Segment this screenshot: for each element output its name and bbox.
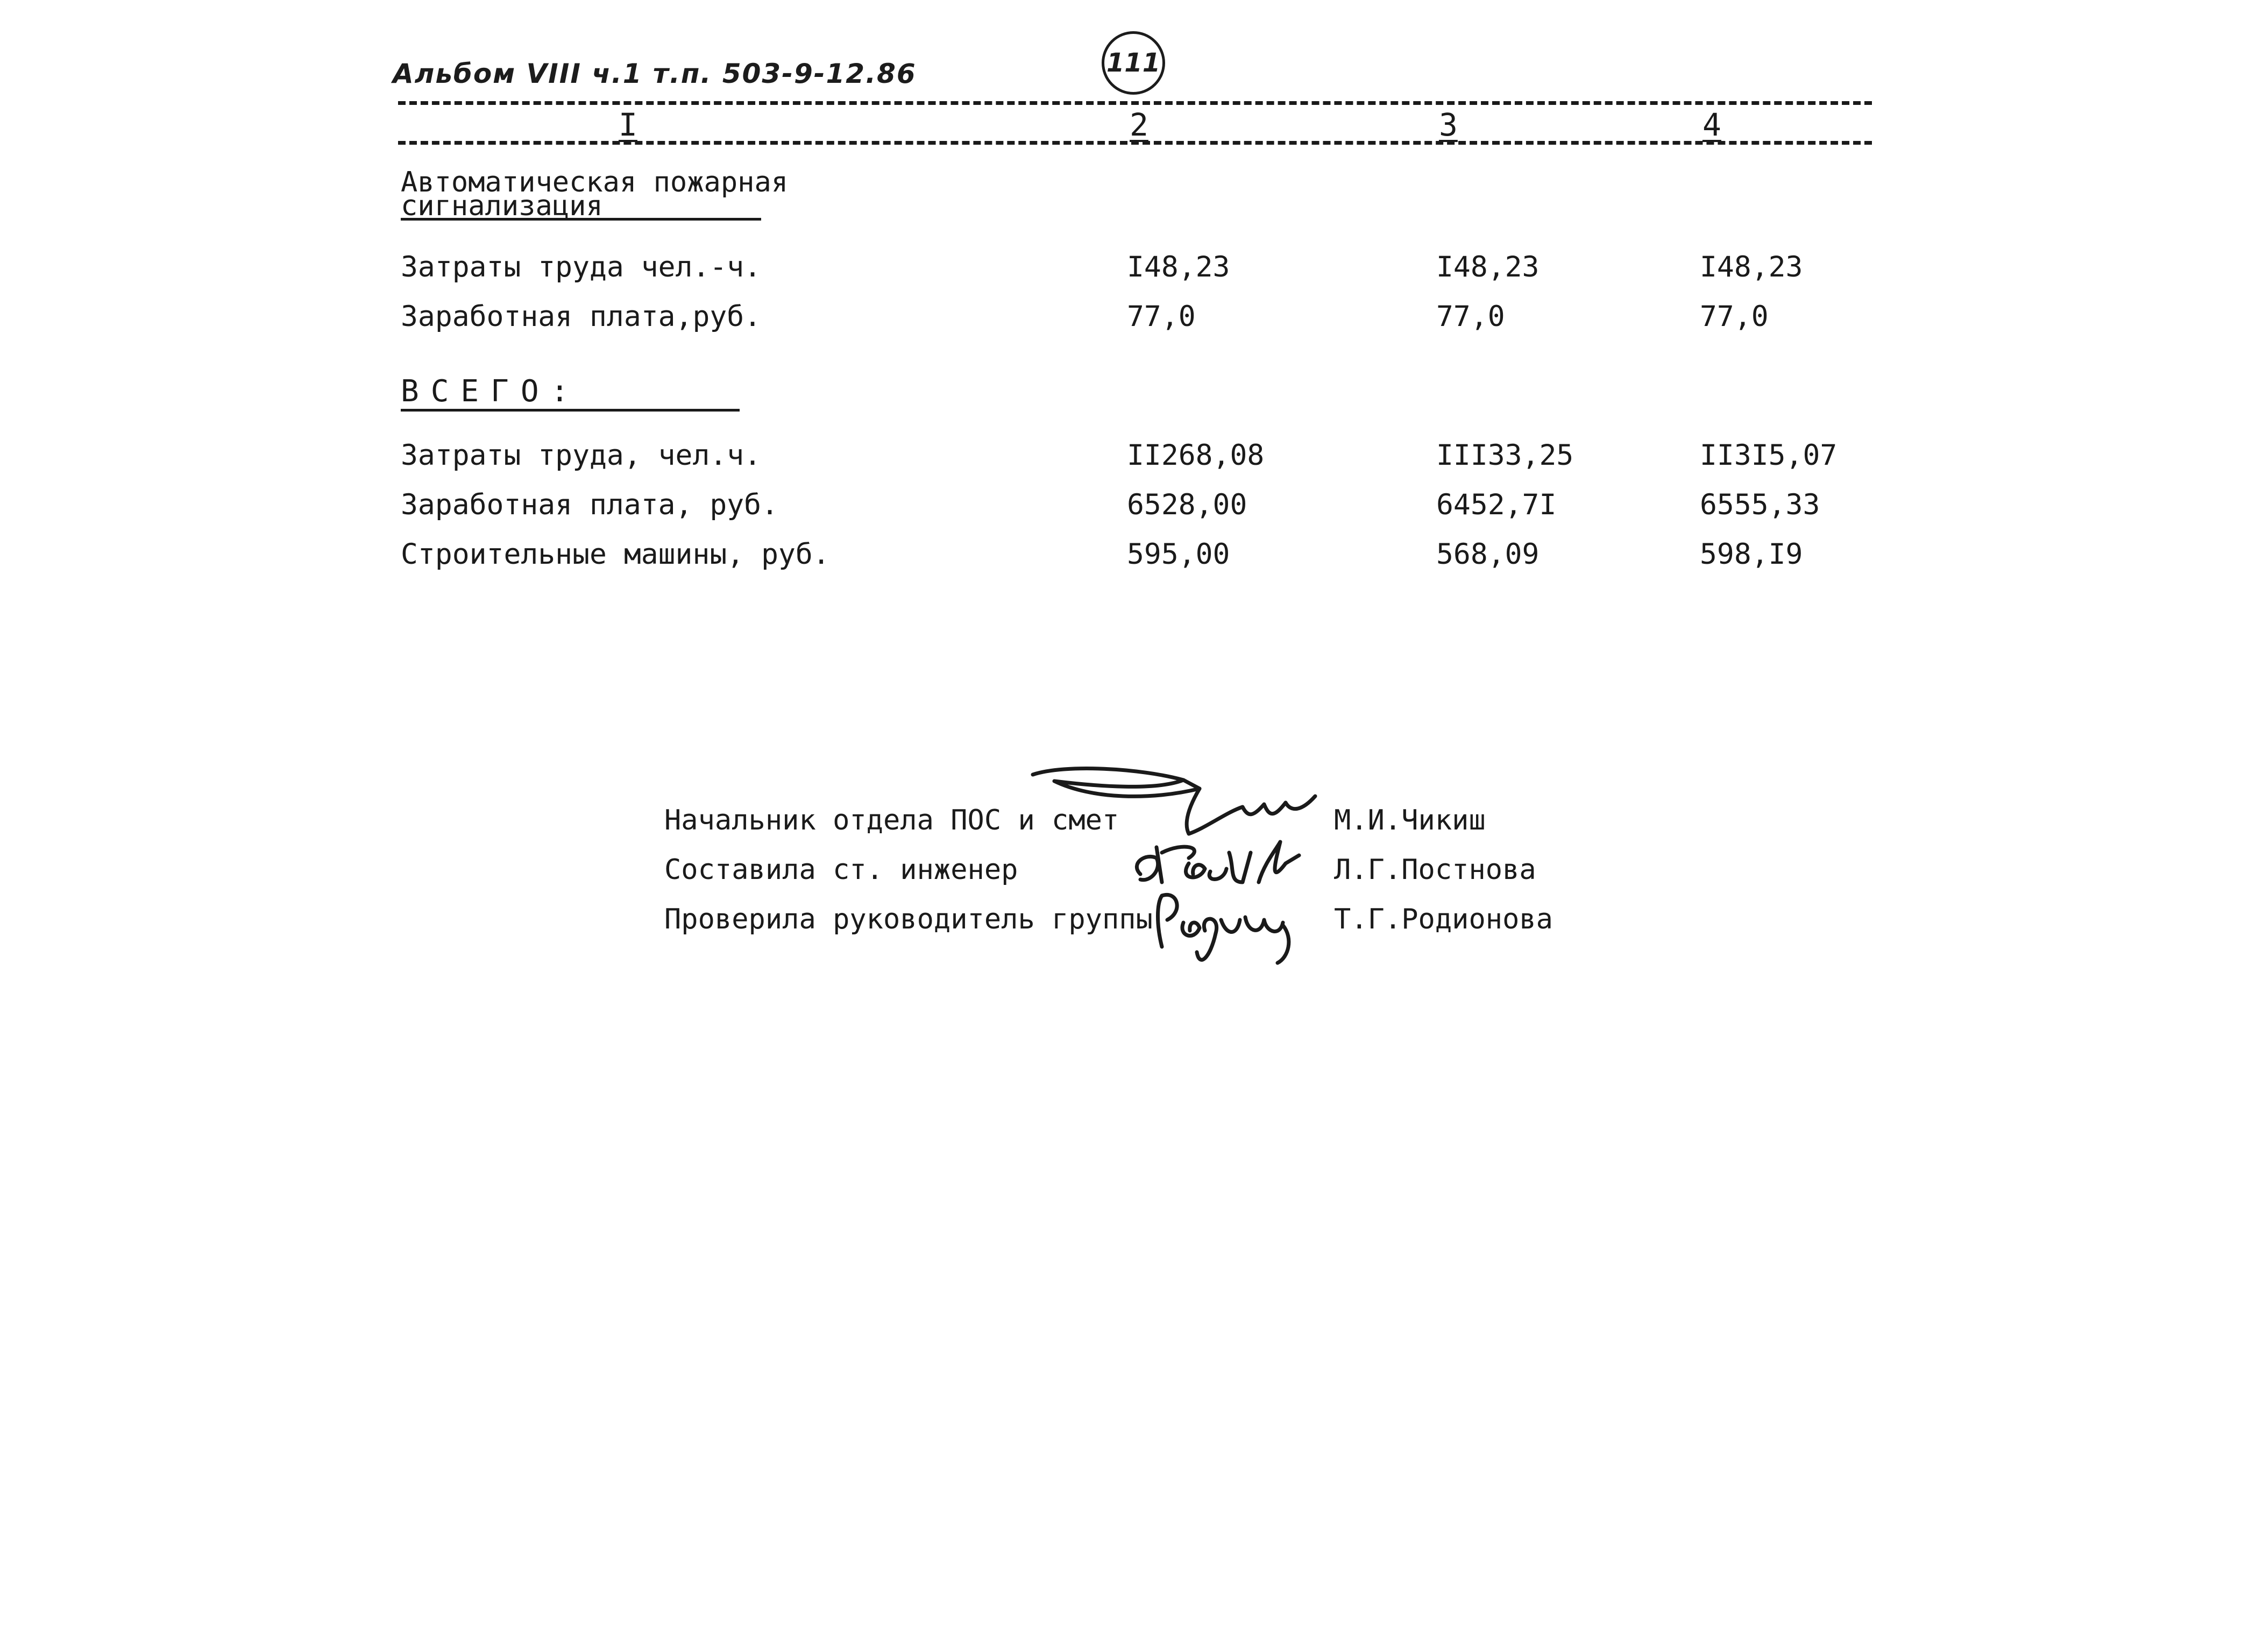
alarm-row-labor-col4: I48,23: [1700, 251, 1803, 283]
column-header-1: I: [619, 107, 637, 143]
total-row-labor-col2: II268,08: [1127, 439, 1265, 472]
signature-role-1: Начальник отдела ПОС и смет: [664, 804, 1119, 836]
alarm-row-wage-label: Заработная плата,руб.: [401, 300, 762, 333]
alarm-row-labor-col2: I48,23: [1127, 251, 1230, 283]
alarm-row-wage-col2: 77,0: [1127, 300, 1196, 333]
alarm-row-wage-col4: 77,0: [1700, 300, 1769, 333]
total-row-machines-col4: 598,I9: [1700, 538, 1803, 571]
signature-role-2: Составила ст. инженер: [664, 854, 1018, 886]
album-code: Альбом VIII ч.1 т.п. 503-9-12.86: [393, 58, 917, 89]
alarm-row-wage-col3: 77,0: [1436, 300, 1505, 333]
total-row-wage-col2: 6528,00: [1127, 488, 1247, 521]
alarm-row-labor-label: Затраты труда чел.-ч.: [401, 251, 762, 283]
section-alarm-title-1: Автоматическая пожарная: [401, 166, 789, 198]
column-header-4: 4: [1702, 107, 1721, 143]
section-total-title: ВСЕГО:: [401, 374, 581, 409]
total-row-labor-col4: II3I5,07: [1700, 439, 1838, 472]
section-alarm-underline: [401, 218, 761, 221]
total-row-machines-label: Строительные машины, руб.: [401, 538, 830, 571]
signature-name-2: Л.Г.Постнова: [1334, 854, 1536, 886]
page-number-text: 111: [1106, 48, 1161, 78]
header-rule-top: [398, 101, 1872, 105]
total-row-wage-col3: 6452,7I: [1436, 488, 1557, 521]
page-number: [1102, 31, 1165, 95]
section-total-underline: [401, 409, 740, 412]
total-row-labor-label: Затраты труда, чел.ч.: [401, 439, 762, 472]
total-row-machines-col3: 568,09: [1436, 538, 1540, 571]
section-alarm-title-2: сигнализация: [401, 190, 603, 222]
total-row-machines-col2: 595,00: [1127, 538, 1230, 571]
total-row-wage-col4: 6555,33: [1700, 488, 1820, 521]
total-row-wage-label: Заработная плата, руб.: [401, 488, 778, 521]
column-header-3: 3: [1439, 107, 1458, 143]
signature-role-3: Проверила руководитель группы: [664, 903, 1153, 935]
column-header-2: 2: [1130, 107, 1148, 143]
alarm-row-labor-col3: I48,23: [1436, 251, 1540, 283]
signature-name-1: М.И.Чикиш: [1334, 804, 1486, 836]
total-row-labor-col3: III33,25: [1436, 439, 1574, 472]
signature-rodionova: [1146, 882, 1307, 971]
signature-name-3: Т.Г.Родионова: [1334, 903, 1553, 935]
